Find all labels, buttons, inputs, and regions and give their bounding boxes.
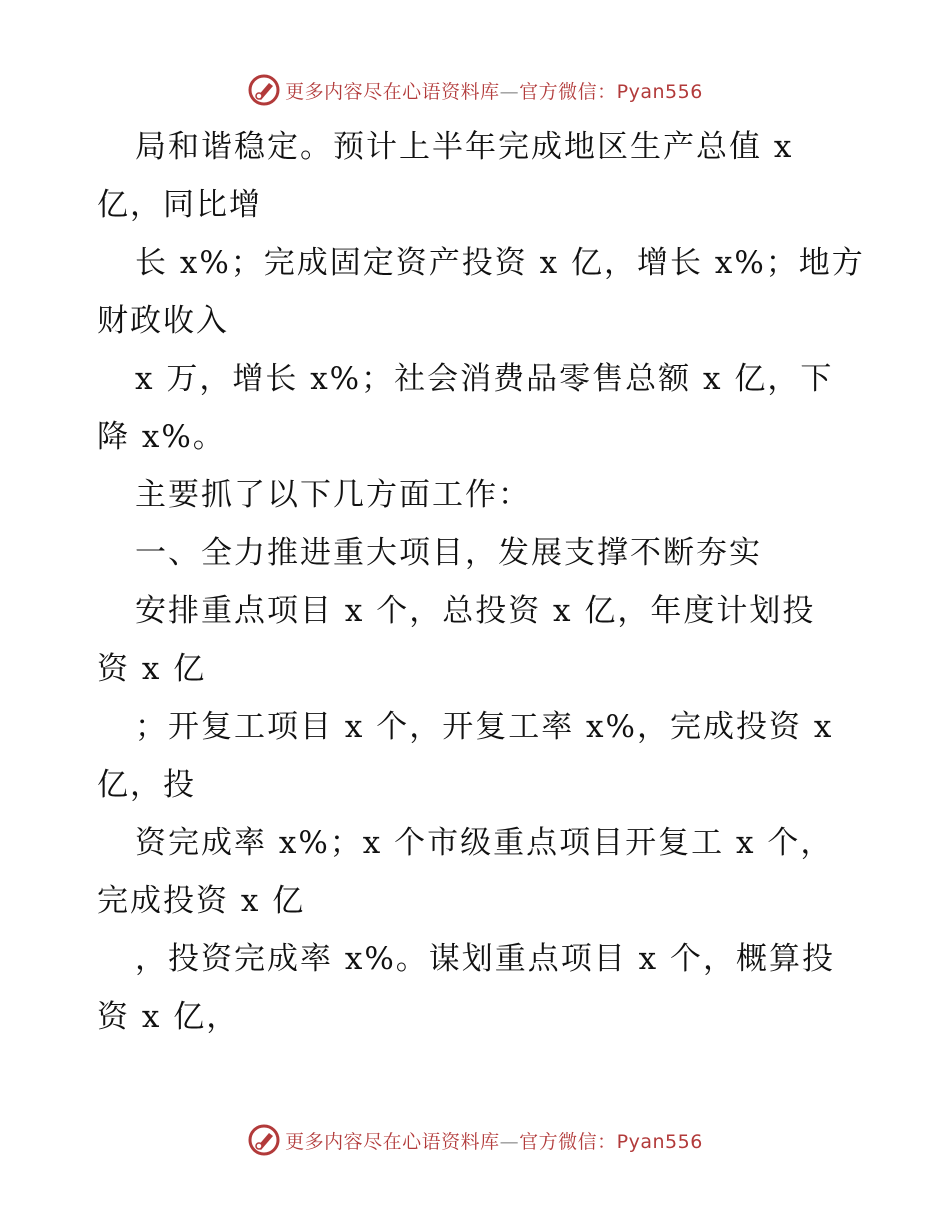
header-banner-dash: — <box>499 80 520 103</box>
body-line: x 万，增长 x%；社会消费品零售总额 x 亿，下 <box>135 361 834 397</box>
body-line: ；开复工项目 x 个，开复工率 x%，完成投资 x <box>135 709 834 745</box>
header-banner-main: 更多内容尽在心语资料库 <box>285 80 500 103</box>
pen-logo-icon <box>247 73 281 107</box>
document-body <box>97 118 865 1046</box>
footer-banner-dash: — <box>499 1130 520 1153</box>
footer-banner <box>0 1120 950 1160</box>
body-line: 长 x%；完成固定资产投资 x 亿，增长 x%；地方 <box>135 245 865 281</box>
footer-banner-text <box>285 1127 703 1154</box>
body-line: 资 x 亿， <box>97 999 240 1035</box>
body-line: 局和谐稳定。预计上半年完成地区生产总值 x <box>135 129 794 165</box>
body-line: 资 x 亿 <box>97 651 207 687</box>
body-line: 主要抓了以下几方面工作： <box>135 477 531 513</box>
header-banner-text <box>285 77 703 104</box>
body-line: 完成投资 x 亿 <box>97 883 306 919</box>
body-line: 亿，投 <box>97 767 196 803</box>
header-banner-wechat: 官方微信：Pyan556 <box>519 80 703 103</box>
body-line: 亿，同比增 <box>97 187 262 223</box>
body-line: 降 x%。 <box>97 419 226 455</box>
footer-banner-wechat: 官方微信：Pyan556 <box>519 1130 703 1153</box>
footer-banner-main: 更多内容尽在心语资料库 <box>285 1130 500 1153</box>
section-heading: 一、全力推进重大项目，发展支撑不断夯实 <box>135 535 762 571</box>
body-line: 安排重点项目 x 个，总投资 x 亿，年度计划投 <box>135 593 816 629</box>
body-line: 资完成率 x%；x 个市级重点项目开复工 x 个， <box>135 825 834 861</box>
header-banner <box>0 70 950 110</box>
body-line: ，投资完成率 x%。谋划重点项目 x 个，概算投 <box>135 941 835 977</box>
pen-logo-icon <box>247 1123 281 1157</box>
body-line: 财政收入 <box>97 303 229 339</box>
